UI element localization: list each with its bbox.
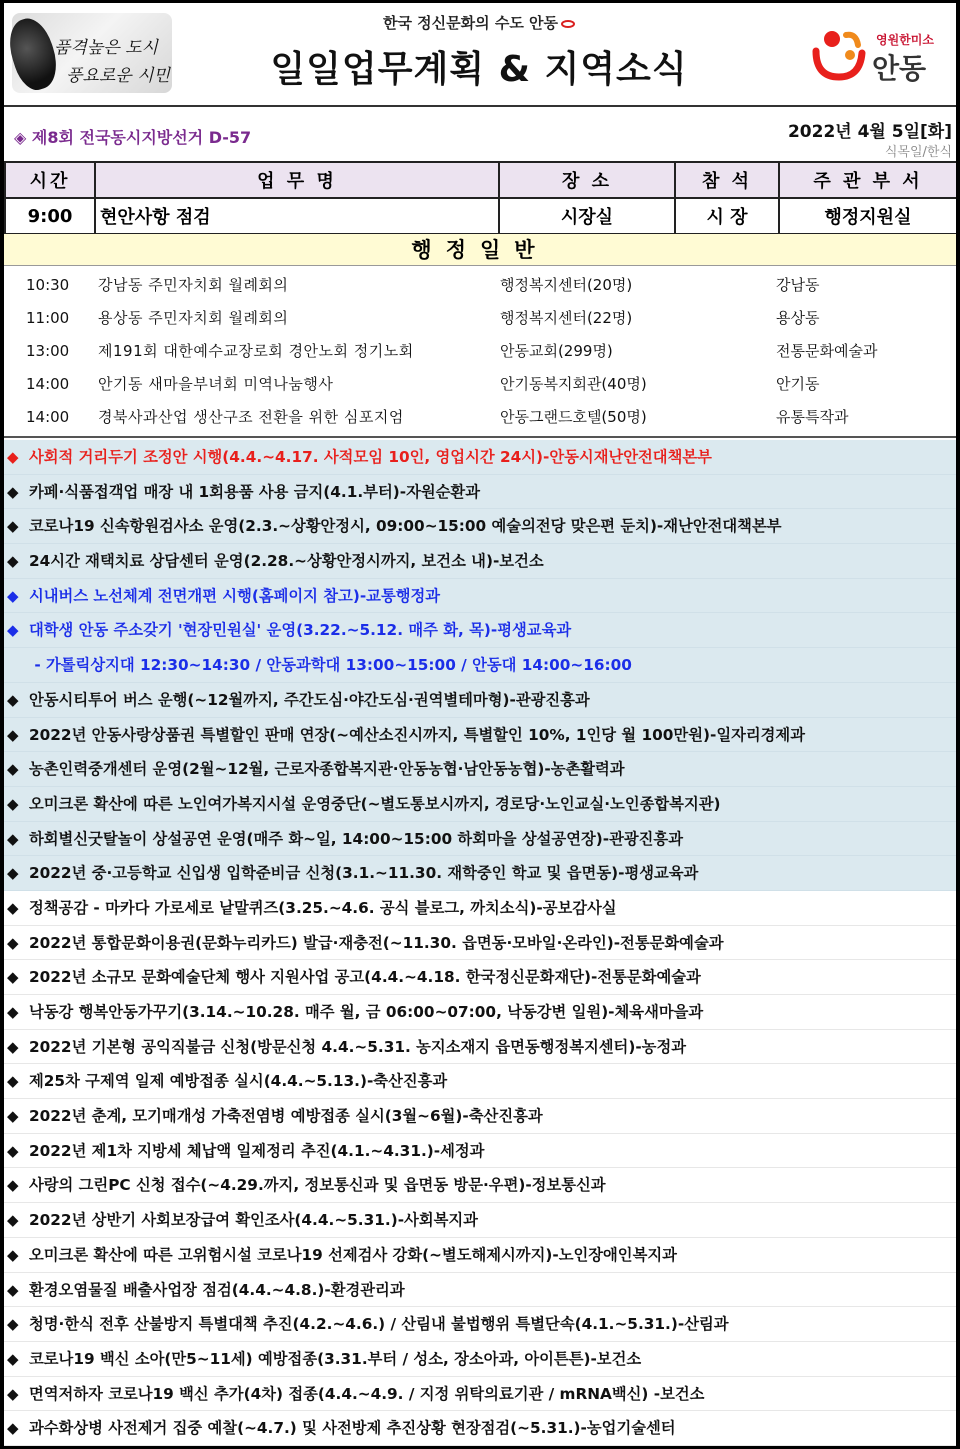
- election-countdown: ◈ 제8회 전국동시지방선거 D-57: [14, 128, 252, 147]
- notice-text: 2022년 중·고등학교 신입생 입학준비금 신청(3.1.~11.30. 재학중인 학교 및 읍면동)-평생교육과: [29, 864, 699, 883]
- table-row: [5, 198, 956, 234]
- list-item: [4, 335, 956, 368]
- notice-item: [4, 1238, 956, 1273]
- notice-text: 안동시티투어 버스 운행(~12월까지, 주간도심·야간도심·권역별테마형)-관광진흥과: [29, 690, 590, 709]
- notice-item: [4, 1099, 956, 1134]
- diamond-bullet-icon: ◆: [7, 621, 19, 640]
- item-task: 용상동 주민자치회 월례회의: [98, 309, 289, 327]
- notice-text: 2022년 소규모 문화예술단체 행사 지원사업 공고(4.4.~4.18. 한국정신문화재단)-전통문화예술과: [29, 968, 701, 987]
- andong-logo: [810, 21, 950, 93]
- cell-place: 시장실: [499, 198, 675, 234]
- notice-item: [4, 648, 956, 683]
- notice-text: 청명·한식 전후 산불방지 특별대책 추진(4.2.~4.6.) / 산림내 불법행위 특별단속(4.1.~5.31.)-산림과: [29, 1315, 729, 1334]
- item-time: 14:00: [26, 375, 70, 393]
- item-place: 안동그랜드호텔(50명): [500, 408, 647, 426]
- notice-text: 면역저하자 코로나19 백신 추가(4차) 접종(4.4.~4.9. / 지정 위탁의료기관 / mRNA백신) -보건소: [29, 1384, 705, 1403]
- diamond-bullet-icon: ◆: [7, 1315, 19, 1334]
- item-time: 14:00: [26, 408, 70, 426]
- notice-item: [4, 1273, 956, 1308]
- notice-text: 정책공감 - 마카다 가로세로 낱말퀴즈(3.25.~4.6. 공식 블로그, 까치소식)-공보감사실: [29, 898, 617, 917]
- item-time: 11:00: [26, 309, 70, 327]
- diamond-bullet-icon: ◆: [7, 829, 19, 848]
- item-dept: 유통특작과: [776, 408, 849, 426]
- cell-attendee: 시 장: [675, 198, 779, 234]
- list-item: [4, 401, 956, 434]
- notice-item: [4, 856, 956, 891]
- notice-text: 대학생 안동 주소갖기 '현장민원실' 운영(3.22.~5.12. 매주 화, 목)-평생교육과: [29, 621, 572, 640]
- notice-text: 낙동강 행복안동가꾸기(3.14.~10.28. 매주 월, 금 06:00~07:00, 낙동강변 일원)-체육새마을과: [29, 1003, 704, 1022]
- notice-item: [4, 683, 956, 718]
- notice-item: [4, 1203, 956, 1238]
- diamond-bullet-icon: ◆: [7, 517, 19, 536]
- diamond-bullet-icon: ◆: [7, 1419, 19, 1438]
- notice-item: [4, 1377, 956, 1412]
- andong-logo-icon: [810, 25, 868, 83]
- notice-text: 사회적 거리두기 조정안 시행(4.4.~4.17. 사적모임 10인, 영업시간 24시)-안동시재난안전대책본부: [29, 448, 712, 466]
- schedule-table: [4, 161, 956, 235]
- diamond-bullet-icon: ◆: [7, 933, 19, 952]
- document-date: 2022년 4월 5일[화]: [787, 122, 952, 142]
- notice-text: 2022년 안동사랑상품권 특별할인 판매 연장(~예산소진시까지, 특별할인 10%, 1인당 월 100만원)-일자리경제과: [29, 725, 805, 744]
- document-header: [4, 3, 956, 107]
- schedule-header-row: [5, 162, 956, 198]
- city-slogan-badge: [12, 13, 172, 93]
- notice-item: [4, 1307, 956, 1342]
- item-dept: 안기동: [776, 375, 820, 393]
- notice-text: 과수화상병 사전제거 집중 예찰(~4.7.) 및 사전방제 추진상황 현장점검(~5.31.)-농업기술센터: [29, 1419, 676, 1438]
- notice-item: [4, 1342, 956, 1377]
- notice-text: 2022년 춘계, 모기매개성 가축전염병 예방접종 실시(3월~6월)-축산진흥과: [29, 1107, 543, 1126]
- notice-text: 오미크론 확산에 따른 노인여가복지시설 운영중단(~별도통보시까지, 경로당·노인교실·노인종합복지관): [29, 794, 721, 813]
- column-header-attendee: 참 석: [675, 162, 779, 198]
- diamond-bullet-icon: ◆: [7, 1072, 19, 1091]
- logo-slogan: 영원한미소: [876, 33, 934, 47]
- notice-item: [4, 926, 956, 961]
- notice-item: [4, 787, 956, 822]
- item-task: 제191회 대한예수교장로회 경안노회 정기노회: [98, 342, 414, 360]
- item-place: 안기동복지회관(40명): [500, 375, 647, 393]
- slogan-line-2: 풍요로운 시민: [66, 66, 170, 86]
- notice-item: [4, 544, 956, 579]
- notice-item: [4, 1030, 956, 1065]
- notice-item: [4, 509, 956, 544]
- notice-text: 2022년 상반기 사회보장급여 확인조사(4.4.~5.31.)-사회복지과: [29, 1211, 478, 1230]
- logo-city-name: 안동: [872, 52, 927, 85]
- notice-item: [4, 1064, 956, 1099]
- diamond-bullet-icon: ◆: [7, 1384, 19, 1403]
- notice-item: [4, 891, 956, 926]
- notice-text: 2022년 제1차 지방세 체납액 일제정리 추진(4.1.~4.31.)-세정과: [29, 1141, 485, 1160]
- column-header-task: 업 무 명: [95, 162, 499, 198]
- notice-item: [4, 613, 956, 648]
- item-dept: 강남동: [776, 276, 820, 294]
- item-task: 강남동 주민자치회 월례회의: [98, 276, 289, 294]
- list-item: [4, 269, 956, 302]
- info-row: [4, 107, 956, 163]
- notice-text: 카페·식품접객업 매장 내 1회용품 사용 금지(4.1.부터)-자원순환과: [29, 482, 480, 501]
- cell-task: 현안사항 점검: [95, 198, 499, 234]
- notice-item: [4, 752, 956, 787]
- notice-item: [4, 475, 956, 510]
- eye-mark-icon: [561, 20, 575, 28]
- notice-text: 2022년 기본형 공익직불금 신청(방문신청 4.4.~5.31. 농지소재지 읍면동행정복지센터)-농정과: [29, 1037, 686, 1056]
- item-task: 경북사과산업 생산구조 전환을 위한 심포지엄: [98, 408, 404, 426]
- notice-text: 하회별신굿탈놀이 상설공연 운영(매주 화~일, 14:00~15:00 하회마을 상설공연장)-관광진흥과: [29, 829, 683, 848]
- notice-text: 2022년 통합문화이용권(문화누리카드) 발급·재충전(~11.30. 읍면동·모바일·온라인)-전통문화예술과: [29, 933, 724, 952]
- notice-item: [4, 579, 956, 614]
- diamond-bullet-icon: ◆: [7, 1003, 19, 1022]
- list-item: [4, 302, 956, 335]
- item-dept: 용상동: [776, 309, 820, 327]
- notice-text: 제25차 구제역 일제 예방접종 실시(4.4.~5.13.)-축산진흥과: [29, 1072, 448, 1091]
- diamond-bullet-icon: ◆: [7, 725, 19, 744]
- diamond-bullet-icon: ◆: [7, 1245, 19, 1264]
- diamond-bullet-icon: ◆: [7, 760, 19, 779]
- document-page: [4, 3, 956, 1446]
- column-header-dept: 주 관 부 서: [779, 162, 956, 198]
- subtitle-text: 한국 정신문화의 수도 안동: [382, 14, 559, 32]
- diamond-bullet-icon: ◆: [7, 482, 19, 501]
- cell-dept: 행정지원실: [779, 198, 956, 234]
- diamond-bullet-icon: ◆: [7, 690, 19, 709]
- diamond-bullet-icon: ◆: [7, 864, 19, 883]
- slogan-line-1: 품격높은 도시: [54, 38, 158, 58]
- diamond-bullet-icon: ◆: [7, 586, 19, 605]
- list-item: [4, 368, 956, 401]
- notice-text: 시내버스 노선체계 전면개편 시행(홈페이지 참고)-교통행정과: [29, 586, 441, 605]
- diamond-bullet-icon: ◆: [7, 1176, 19, 1195]
- diamond-bullet-icon: ◆: [7, 1349, 19, 1368]
- notice-text: 환경오염물질 배출사업장 점검(4.4.~4.8.)-환경관리과: [29, 1280, 405, 1299]
- item-place: 행정복지센터(20명): [500, 276, 633, 294]
- diamond-bullet-icon: ◆: [7, 1141, 19, 1160]
- notice-item: [4, 718, 956, 753]
- notice-item: [4, 995, 956, 1030]
- diamond-bullet-icon: ◆: [7, 1280, 19, 1299]
- header-subtitle: [254, 12, 704, 33]
- diamond-bullet-icon: ◆: [7, 794, 19, 813]
- diamond-bullet-icon: ◆: [7, 1037, 19, 1056]
- notice-list: [4, 440, 956, 1446]
- notice-text: 24시간 재택치료 상담센터 운영(2.28.~상황안정시까지, 보건소 내)-보건소: [29, 552, 544, 571]
- item-dept: 전통문화예술과: [776, 342, 878, 360]
- admin-schedule-list: [4, 266, 956, 438]
- notice-text: 코로나19 백신 소아(만5~11세) 예방접종(3.31.부터 / 성소, 장소아과, 아이튼튼)-보건소: [29, 1349, 642, 1368]
- item-place: 행정복지센터(22명): [500, 309, 633, 327]
- notice-item: [4, 960, 956, 995]
- diamond-bullet-icon: ◆: [7, 1211, 19, 1230]
- column-header-time: 시간: [5, 162, 95, 198]
- notice-item: [4, 822, 956, 857]
- notice-item: [4, 1411, 956, 1446]
- holiday-label: 식목일/한식: [884, 145, 952, 160]
- item-time: 13:00: [26, 342, 70, 360]
- notice-item: [4, 440, 956, 475]
- diamond-bullet-icon: ◆: [7, 448, 19, 466]
- section-heading-admin: 행정일반: [4, 234, 956, 266]
- page-title: 일일업무계획 & 지역소식: [270, 49, 688, 90]
- item-place: 안동교회(299명): [500, 342, 613, 360]
- diamond-bullet-icon: ◆: [7, 1107, 19, 1126]
- notice-text: 코로나19 신속항원검사소 운영(2.3.~상황안정시, 09:00~15:00 예술의전당 맞은편 둔치)-재난안전대책본부: [29, 517, 782, 536]
- diamond-bullet-icon: ◆: [7, 552, 19, 571]
- notice-item: [4, 1168, 956, 1203]
- notice-text: 오미크론 확산에 따른 고위험시설 코로나19 선제검사 강화(~별도해제시까지)-노인장애인복지과: [29, 1245, 677, 1264]
- item-time: 10:30: [26, 276, 70, 294]
- notice-item: [4, 1134, 956, 1169]
- diamond-bullet-icon: ◆: [7, 968, 19, 987]
- notice-text: 사랑의 그린PC 신청 접수(~4.29.까지, 정보통신과 및 읍면동 방문·우편)-정보통신과: [29, 1176, 606, 1195]
- item-task: 안기동 새마을부녀회 미역나눔행사: [98, 375, 334, 393]
- notice-text: - 가톨릭상지대 12:30~14:30 / 안동과학대 13:00~15:00 / 안동대 14:00~16:00: [29, 656, 632, 675]
- notice-text: 농촌인력중개센터 운영(2월~12월, 근로자종합복지관·안동농협·남안동농협)-농촌활력과: [29, 760, 625, 779]
- cell-time: 9:00: [5, 198, 95, 234]
- diamond-bullet-icon: ◆: [7, 898, 19, 917]
- column-header-place: 장 소: [499, 162, 675, 198]
